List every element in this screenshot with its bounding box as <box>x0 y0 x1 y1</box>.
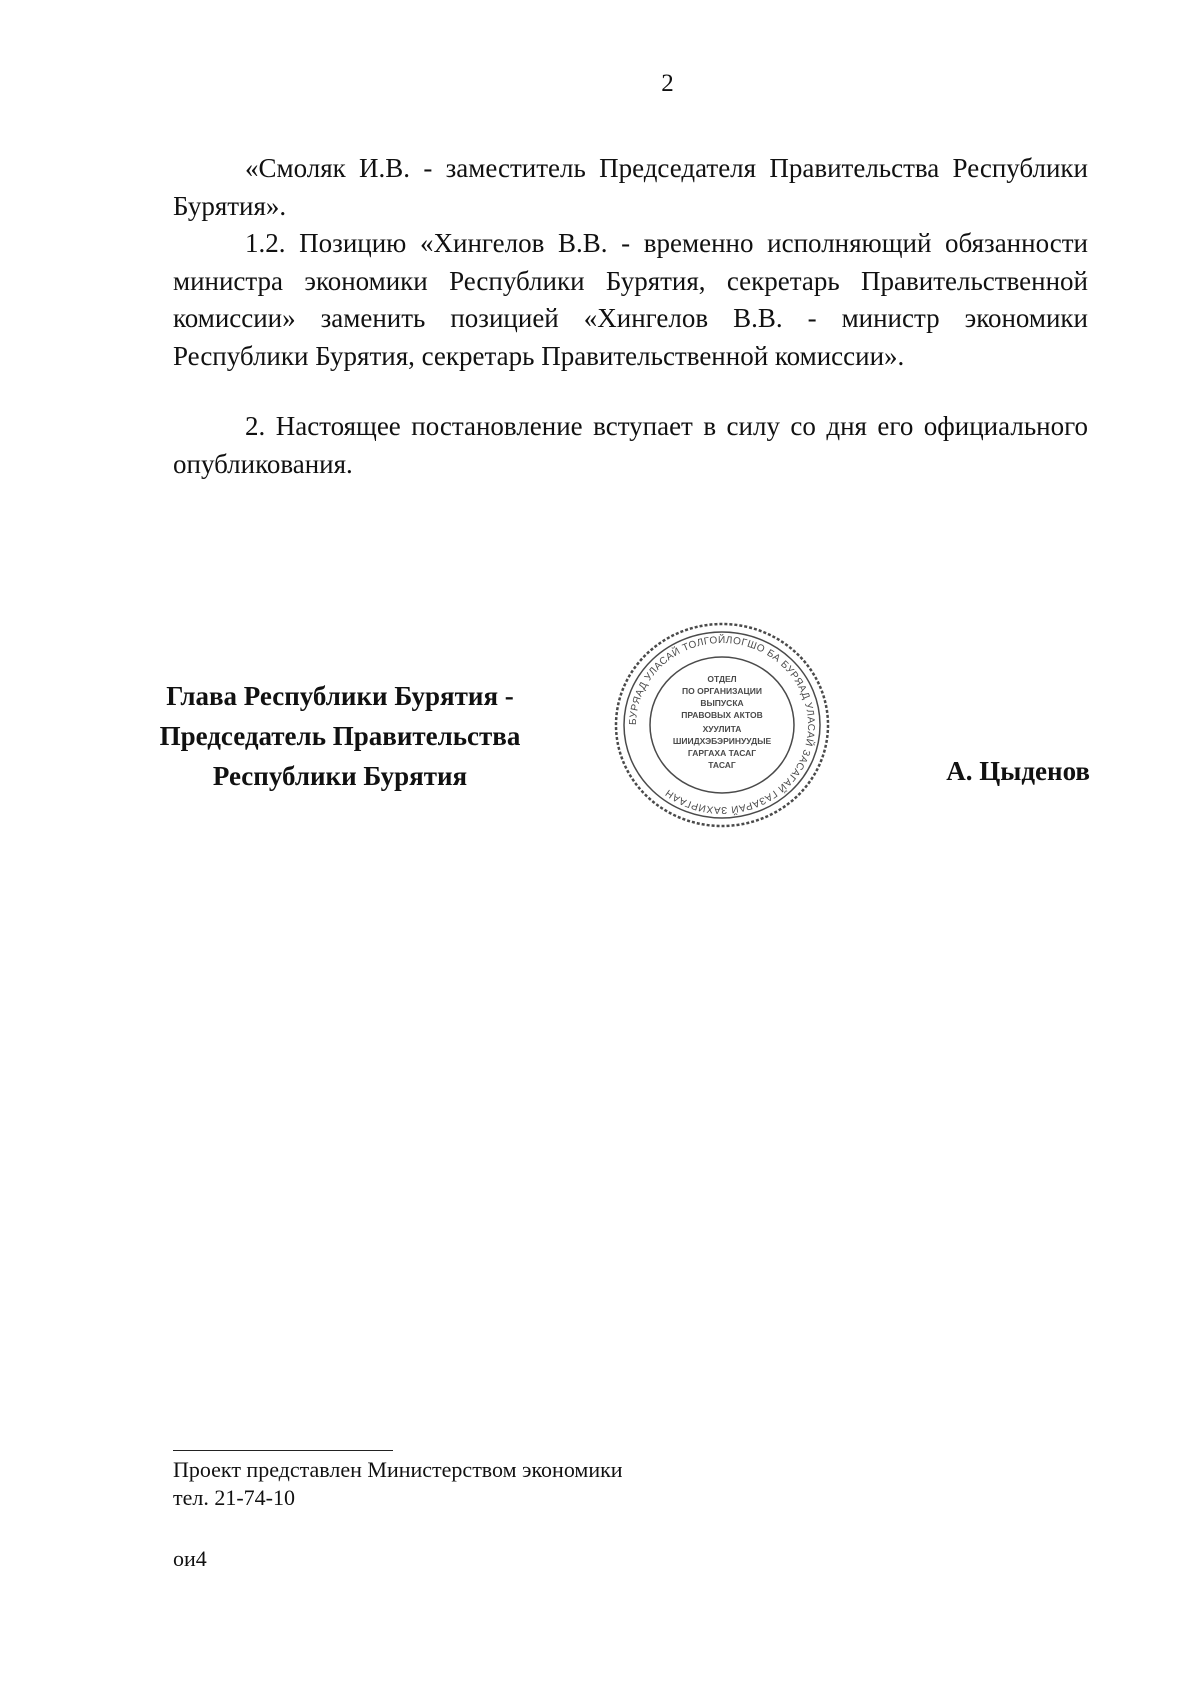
seal-outer-text: БУРЯАД УЛАСАЙ ТОЛГОЙЛОГШО БА БУРЯАД УЛАСАЙ ЗАСАГАЙ ГАЗАРАЙ ЗАХИРГААН <box>627 634 817 816</box>
seal-graphic <box>612 620 832 830</box>
seal-inner-line: ГАРГАХА ТАСАГ <box>687 748 757 758</box>
signatory-title-line: Глава Республики Бурятия - <box>166 681 514 711</box>
paragraph-text: 1.2. Позицию «Хингелов В.В. - временно исполняющий обязанности министра экономики Республики Бурятия, секретарь Правительственной комиссии» заменить позицией «Хингелов В.В. - министр экономики Республики Бурятия, секретарь Правительственной комиссии». <box>173 228 1088 371</box>
seal-inner-line: ОТДЕЛ <box>707 674 737 684</box>
signatory-title-line: Председатель Правительства <box>159 721 521 751</box>
paragraph-khingelov <box>173 225 1088 375</box>
seal-inner-line: ПРАВОВЫХ АКТОВ <box>681 710 763 720</box>
seal-inner-line: ХУУЛИТА <box>702 724 742 734</box>
paragraph-text: 2. Настоящее постановление вступает в силу со дня его официального опубликования. <box>173 411 1088 479</box>
signatory-title <box>140 676 540 796</box>
paragraph-effective-date <box>173 408 1088 483</box>
signatory-title-line: Республики Бурятия <box>212 761 468 791</box>
footnote-line: Проект представлен Министерством экономики <box>173 1457 623 1482</box>
page-number: 2 <box>661 70 674 97</box>
official-seal <box>612 620 832 830</box>
seal-inner-line: ВЫПУСКА <box>700 698 744 708</box>
signatory-name: А. Цыденов <box>946 756 1090 786</box>
document-code: ои4 <box>173 1546 207 1571</box>
footnote-divider <box>173 1450 393 1451</box>
seal-inner-line: ШИИДХЭБЭРИНУУДЫЕ <box>672 736 772 746</box>
seal-inner-line: ПО ОРГАНИЗАЦИИ <box>682 686 762 696</box>
paragraph-smolyak <box>173 150 1088 225</box>
paragraph-text: «Смоляк И.В. - заместитель Председателя Правительства Республики Бурятия». <box>173 153 1088 221</box>
footnote <box>173 1456 623 1512</box>
seal-inner-line: ТАСАГ <box>708 760 736 770</box>
footnote-phone: тел. 21-74-10 <box>173 1485 296 1510</box>
